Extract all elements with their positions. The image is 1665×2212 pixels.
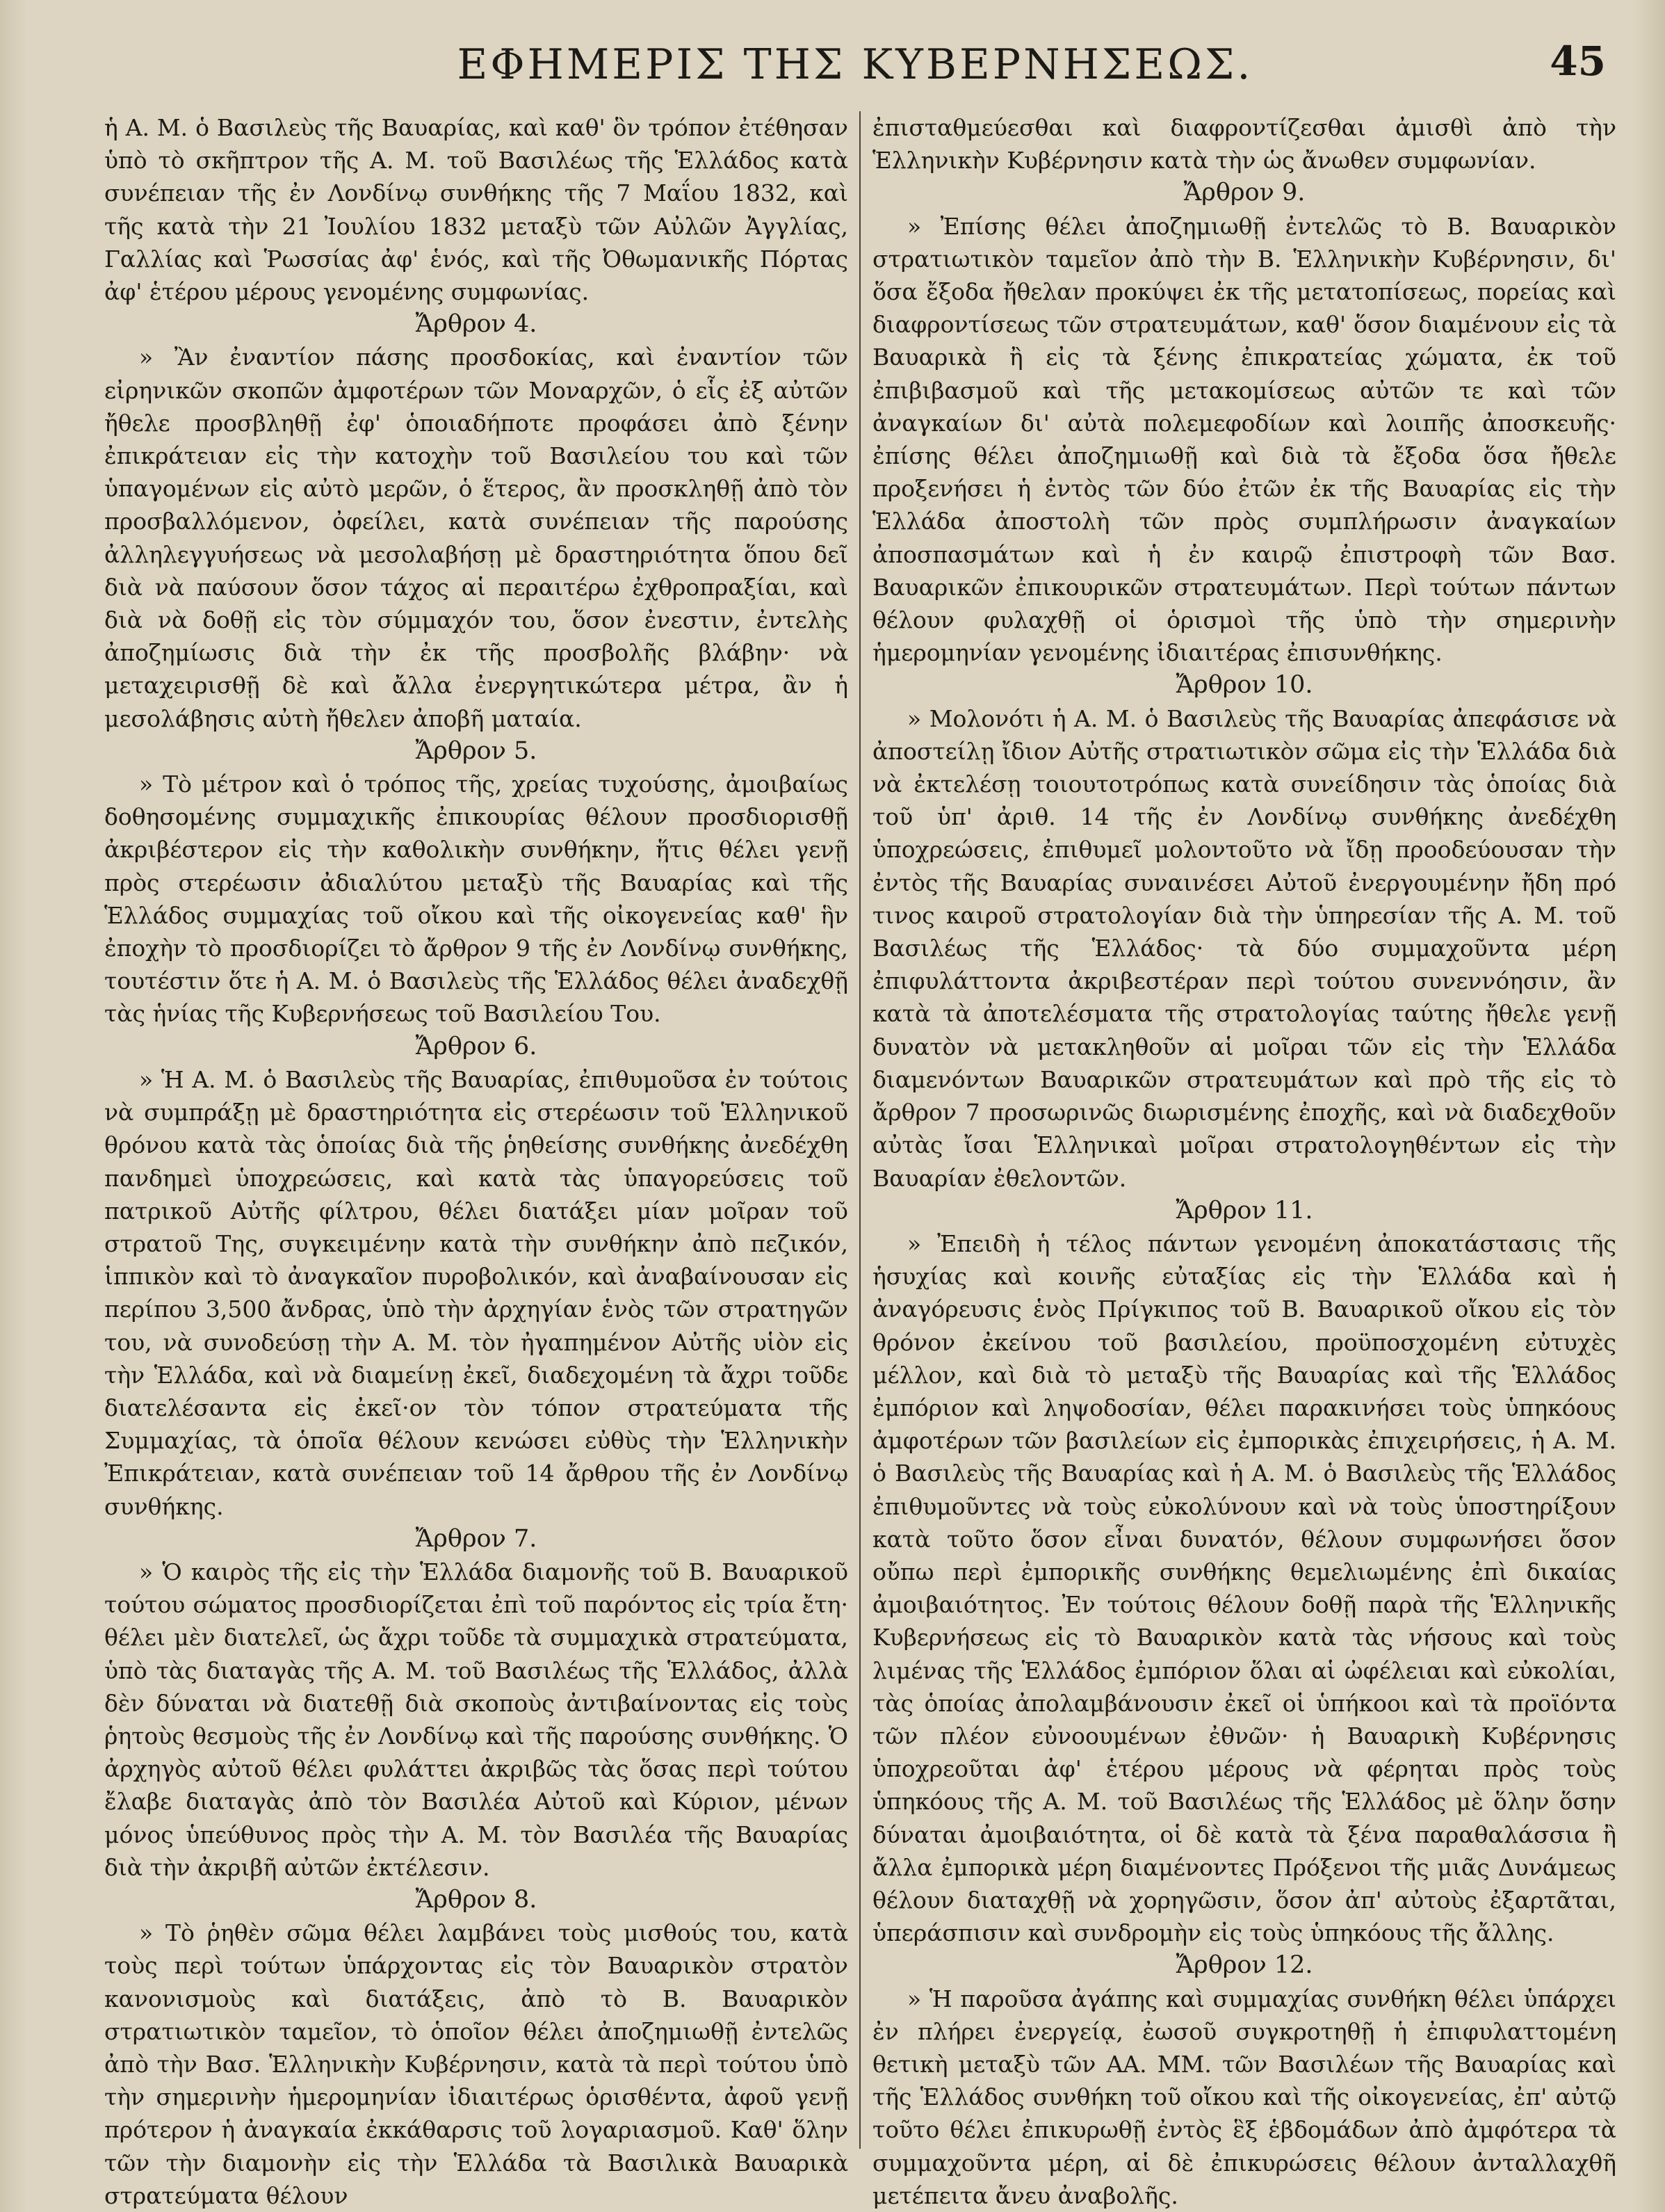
paragraph: » Ἡ παροῦσα ἀγάπης καὶ συμμαχίας συνθήκη θέλει ὑπάρχει ἐν πλήρει ἐνεργείᾳ, ἐωσοῦ συγκροτηθῇ ἡ ἐπιφυλαττομένη θετικὴ μεταξὺ τῶν ΑΑ. ΜΜ. τῶν Βασιλέων τῆς Βαυαρίας καὶ τῆς Ἑλλάδος συνθήκη τοῦ οἴκου καὶ τῆς οἰκογενείας, ἐπ' αὐτῷ τοῦτο θέλει ἐπικυρωθῇ ἐντὸς ἓξ ἑβδομάδων ἀπὸ ἀμφότερα τὰ συμμαχοῦντα μέρη, αἱ δὲ ἐπικυρώσεις θέλουν ἀνταλλαχθῆ μετέπειτα ἄνευ ἀναβολῆς.: [872, 1985, 1616, 2209]
article-heading: Ἄρθρον 8.: [415, 1885, 537, 1914]
article-heading: Ἄρθρον 7.: [415, 1524, 537, 1553]
article-heading: Ἄρθρον 11.: [1176, 1196, 1313, 1225]
paragraph: » Ἐπειδὴ ἡ τέλος πάντων γενομένη ἀποκατάστασις τῆς ἡσυχίας καὶ κοινῆς εὐταξίας εἰς τὴν Ἑλλάδα καὶ ἡ ἀναγόρευσις ἑνὸς Πρίγκιπος τοῦ Β. Βαυαρικοῦ οἴκου εἰς τὸν θρόνον ἐκείνου τοῦ βασιλείου, προϋποσχομένη εὐτυχὲς μέλλον, καὶ διὰ τὸ μεταξὺ τῆς Βαυαρίας καὶ τῆς Ἑλλάδος ἐμπόριον καὶ ληψοδοσίαν, θέλει παρακινήσει τοὺς ὑπηκόους ἀμφοτέρων τῶν βασιλείων εἰς ἐμπορικὰς ἐπιχειρήσεις, ἡ Α. Μ. ὁ Βασιλεὺς τῆς Βαυαρίας καὶ ἡ Α. Μ. ὁ Βασιλεὺς τῆς Ἑλλάδος ἐπιθυμοῦντες νὰ τοὺς εὐκολύνουν καὶ νὰ τοὺς ὑποστηρίξουν κατὰ τοῦτο ὅσον εἶναι δυνατόν, θέλουν συμφωνήσει ὅσον οὔπω περὶ ἐμπορικῆς συνθήκης θεμελιωμένης ἐπὶ δικαίας ἀμοιβαιότητος. Ἐν τούτοις θέλουν δοθῇ παρὰ τῆς Ἑλληνικῆς Κυβερνήσεως εἰς τὸ Βαυαρικὸν κατὰ τὰς νήσους καὶ τοὺς λιμένας τῆς Ἑλλάδος ἐμπόριον ὅλαι αἱ ὠφέλειαι καὶ εὐκολίαι, τὰς ὁποίας ἀπολαμβάνουσιν ἐκεῖ οἱ ὑπήκοοι καὶ τὰ προϊόντα τῶν πλέον εὐνοουμένων ἐθνῶν· ἡ Βαυαρικὴ Κυβέρνησις ὑποχρεοῦται ἀφ' ἑτέρου μέρους νὰ φέρηται πρὸς τοὺς ὑπηκόους τῆς Α. Μ. τοῦ Βασιλέως τῆς Ἑλλάδος μὲ ὅλην ὅσην δύναται ἀμοιβαιότητα, οἱ δὲ κατὰ τὰ ξένα παραθαλάσσια ἢ ἄλλα ἐμπορικὰ μέρη διαμένοντες Πρόξενοι τῆς μιᾶς Δυνάμεως θέλουν διαταχθῇ νὰ χορηγῶσιν, ὅσον ἀπ' αὐτοὺς ἐξαρτᾶται, ὑπεράσπισιν καὶ συνδρομὴν εἰς τοὺς ὑπηκόους τῆς ἄλλης.: [872, 1229, 1616, 1947]
paragraph: » Ἡ Α. Μ. ὁ Βασιλεὺς τῆς Βαυαρίας, ἐπιθυμοῦσα ἐν τούτοις νὰ συμπράξῃ μὲ δραστηριότητα εἰς στερέωσιν τοῦ Ἑλληνικοῦ θρόνου κατὰ τὰς ὁποίας διὰ τῆς ῥηθείσης συνθήκης ἀνεδέχθη πανδημεὶ ὑποχρεώσεις, καὶ κατὰ τὰς ὑπαγορεύσεις τοῦ πατρικοῦ Αὐτῆς φίλτρου, θέλει διατάξει μίαν μοῖραν τοῦ στρατοῦ Της, συγκειμένην κατὰ τὴν συνθήκην ἀπὸ πεζικόν, ἱππικὸν καὶ τὸ ἀναγκαῖον πυροβολικόν, καὶ ἀναβαίνουσαν εἰς περίπου 3,500 ἄνδρας, ὑπὸ τὴν ἀρχηγίαν ἑνὸς τῶν στρατηγῶν του, νὰ συνοδεύσῃ τὴν Α. Μ. τὸν ἠγαπημένον Αὐτῆς υἱὸν εἰς τὴν Ἑλλάδα, καὶ νὰ διαμείνῃ ἐκεῖ, διαδεχομένη τὰ ἄχρι τοῦδε διατελέσαντα εἰς ἐκεῖ·ον τὸν τόπον στρατεύματα τῆς Συμμαχίας, τὰ ὁποῖα θέλουν κενώσει εὐθὺς τὴν Ἑλληνικὴν Ἐπικράτειαν, κατὰ συνέπειαν τοῦ 14 ἄρθρου τῆς ἐν Λονδίνῳ συνθήκης.: [104, 1065, 848, 1520]
article-heading: Ἄρθρον 10.: [1176, 671, 1313, 700]
article-heading: Ἄρθρον 9.: [1183, 179, 1306, 207]
paragraph: » Ὁ καιρὸς τῆς εἰς τὴν Ἑλλάδα διαμονῆς τοῦ Β. Βαυαρικοῦ τούτου σώματος προσδιορίζεται ἐπὶ τοῦ παρόντος εἰς τρία ἔτη· θέλει μὲν διατελεῖ, ὡς ἄχρι τοῦδε τὰ συμμαχικὰ στρατεύματα, ὑπὸ τὰς διαταγὰς τῆς Α. Μ. τοῦ Βασιλέως τῆς Ἑλλάδος, ἀλλὰ δὲν δύναται νὰ διατεθῇ διὰ σκοποὺς ἀντιβαίνοντας εἰς τοὺς ῥητοὺς θεσμοὺς τῆς ἐν Λονδίνῳ καὶ τῆς παρούσης συνθήκης. Ὁ ἀρχηγὸς αὐτοῦ θέλει φυλάττει ἀκριβῶς τὰς ὅσας περὶ τούτου ἔλαβε διαταγὰς ἀπὸ τὸν Βασιλέα Αὐτοῦ καὶ Κύριον, μένων μόνος ὑπεύθυνος πρὸς τὴν Α. Μ. τὸν Βασιλέα τῆς Βαυαρίας διὰ τὴν ἀκριβῆ αὐτῶν ἐκτέλεσιν.: [104, 1558, 848, 1881]
article-heading: Ἄρθρον 6.: [415, 1032, 537, 1060]
paragraph: ἐπισταθμεύεσθαι καὶ διαφροντίζεσθαι ἀμισθὶ ἀπὸ τὴν Ἑλληνικὴν Κυβέρνησιν κατὰ τὴν ὡς ἄνωθεν συμφωνίαν.: [872, 114, 1616, 175]
paragraph: » Μολονότι ἡ Α. Μ. ὁ Βασιλεὺς τῆς Βαυαρίας ἀπεφάσισε νὰ ἀποστείλῃ ἴδιον Αὐτῆς στρατιωτικὸν σῶμα εἰς τὴν Ἑλλάδα διὰ νὰ ἐκτελέσῃ τοιουτοτρόπως κατὰ συνείδησιν τὰς ὁποίας διὰ τοῦ ὑπ' ἀριθ. 14 τῆς ἐν Λονδίνῳ συνθήκης ἀνεδέχθη ὑποχρεώσεις, ἐπιθυμεῖ μολοντοῦτο νὰ ἴδῃ προοδεύουσαν τὴν ἐντὸς τῆς Βαυαρίας συναινέσει Αὐτοῦ ἐνεργουμένην ἤδη πρό τινος καιροῦ στρατολογίαν διὰ τὴν ὑπηρεσίαν τῆς Α. Μ. τοῦ Βασιλέως τῆς Ἑλλάδος· τὰ δύο συμμαχοῦντα μέρη ἐπιφυλάττοντα ἀκριβεστέραν περὶ τούτου συνεννόησιν, ἂν κατὰ τὰ ἀποτελέσματα τῆς στρατολογίας ταύτης ἤθελε γενῇ δυνατὸν νὰ μετακληθοῦν αἱ μοῖραι τῶν εἰς τὴν Ἑλλάδα διαμενόντων Βαυαρικῶν στρατευμάτων καὶ πρὸ τῆς εἰς τὸ ἄρθρον 7 προσωρινῶς διωρισμένης ἐποχῆς, καὶ νὰ διαδεχθοῦν αὐτὰς ἴσαι Ἑλληνικαὶ μοῖραι στρατολογηθέντων εἰς τὴν Βαυαρίαν ἐθελοντῶν.: [872, 704, 1616, 1192]
paragraph: » Τὸ μέτρον καὶ ὁ τρόπος τῆς, χρείας τυχούσης, ἀμοιβαίως δοθησομένης συμμαχικῆς ἐπικουρίας θέλουν προσδιορισθῇ ἀκριβέστερον εἰς τὴν καθολικὴν συνθήκην, ἥτις θέλει γενῇ πρὸς στερέωσιν ἀδιαλύτου μεταξὺ τῆς Βαυαρίας καὶ τῆς Ἑλλάδος συμμαχίας τοῦ οἴκου καὶ τῆς οἰκογενείας καθ' ἣν ἐποχὴν τὸ προσδιορίζει τὸ ἄρθρον 9 τῆς ἐν Λονδίνῳ συνθήκης, τουτέστιν ὅτε ἡ Α. Μ. ὁ Βασιλεὺς τῆς Ἑλλάδος θέλει ἀναδεχθῇ τὰς ἡνίας τῆς Κυβερνήσεως τοῦ Βασιλείου Του.: [104, 770, 848, 1028]
paragraph: » Τὸ ῥηθὲν σῶμα θέλει λαμβάνει τοὺς μισθούς του, κατὰ τοὺς περὶ τούτων ὑπάρχοντας εἰς τὸν Βαυαρικὸν στρατὸν κανονισμοὺς καὶ διατάξεις, ἀπὸ τὸ Β. Βαυαρικὸν στρατιωτικὸν ταμεῖον, τὸ ὁποῖον θέλει ἀποζημιωθῇ ἐντελῶς ἀπὸ τὴν Βασ. Ἑλληνικὴν Κυβέρνησιν, κατὰ τὰ περὶ τούτου ὑπὸ τὴν σημερινὴν ἡμερομηνίαν ἰδιαιτέρως ὁρισθέντα, ἀφοῦ γενῇ πρότερον ἡ ἀναγκαία ἐκκάθαρσις τοῦ λογαριασμοῦ. Καθ' ὅλην τῶν τὴν διαμονὴν εἰς τὴν Ἑλλάδα τὰ Βασιλικὰ Βαυαρικὰ στρατεύματα θέλουν: [104, 1919, 848, 2209]
column-divider: [859, 111, 861, 2149]
article-heading: Ἄρθρον 12.: [1176, 1951, 1313, 1980]
right-column: [872, 111, 1616, 2212]
paragraph: » Ἐπίσης θέλει ἀποζημιωθῇ ἐντελῶς τὸ Β. Βαυαρικὸν στρατιωτικὸν ταμεῖον ἀπὸ τὴν Β. Ἑλληνικὴν Κυβέρνησιν, δι' ὅσα ἔξοδα ἤθελαν προκύψει ἐκ τῆς μετατοπίσεως, πορείας καὶ διαφροντίσεως τῶν στρατευμάτων, καθ' ὅσον διαμένουν εἰς τὰ Βαυαρικὰ ἢ εἰς τὰ ξένης ἐπικρατείας χώματα, ἐκ τοῦ ἐπιβιβασμοῦ καὶ τῆς μετακομίσεως αὐτῶν τε καὶ τῶν ἀναγκαίων δι' αὐτὰ πολεμεφοδίων καὶ λοιπῆς ἀποσκευῆς· ἐπίσης θέλει ἀποζημιωθῇ καὶ διὰ τὰ ἔξοδα ὅσα ἤθελε προξενήσει ἡ ἐντὸς τῶν δύο ἐτῶν ἐκ τῆς Βαυαρίας εἰς τὴν Ἑλλάδα ἀποστολὴ τῶν πρὸς συμπλήρωσιν ἀναγκαίων ἀποσπασμάτων καὶ ἡ ἐν καιρῷ ἐπιστροφὴ τῶν Βασ. Βαυαρικῶν ἐπικουρικῶν στρατευμάτων. Περὶ τούτων πάντων θέλουν φυλαχθῇ οἱ ὁρισμοὶ τῆς ὑπὸ τὴν σημερινὴν ἡμερομηνίαν γενομένης ἰδιαιτέρας ἐπισυνθήκης.: [872, 212, 1616, 667]
paragraph: » Ἂν ἐναντίον πάσης προσδοκίας, καὶ ἐναντίον τῶν εἰρηνικῶν σκοπῶν ἀμφοτέρων τῶν Μοναρχῶν, ὁ εἷς ἐξ αὐτῶν ἤθελε προσβληθῇ ἐφ' ὁποιαδήποτε προφάσει ἀπὸ ξένην ἐπικράτειαν εἰς τὴν κατοχὴν τοῦ Βασιλείου του καὶ τῶν ὑπαγομένων εἰς αὐτὸ μερῶν, ὁ ἕτερος, ἂν προσκληθῇ ἀπὸ τὸν προσβαλλόμενον, ὀφείλει, κατὰ συνέπειαν τῆς παρούσης ἀλληλεγγυήσεως νὰ μεσολαβήσῃ μὲ δραστηριότητα ὅπου δεῖ διὰ νὰ παύσουν ὅσον τάχος αἱ περαιτέρω ἐχθροπραξίαι, καὶ διὰ νὰ δοθῇ εἰς τὸν σύμμαχόν του, ὅσον ἐνεστιν, ἐντελὴς ἀποζημίωσις διὰ τὴν ἐκ τῆς προσβολῆς βλάβην· νὰ μεταχειρισθῇ δὲ καὶ ἄλλα ἐνεργητικώτερα μέτρα, ἂν ἡ μεσολάβησις αὐτὴ ἤθελεν ἀποβῆ ματαία.: [104, 344, 848, 732]
article-heading: Ἄρθρον 4.: [415, 310, 537, 339]
page-number: 45: [1550, 38, 1606, 85]
paragraph: ἡ Α. Μ. ὁ Βασιλεὺς τῆς Βαυαρίας, καὶ καθ' ὃν τρόπον ἐτέθησαν ὑπὸ τὸ σκῆπτρον τῆς Α. Μ. τοῦ Βασιλέως τῆς Ἑλλάδος κατὰ συνέπειαν τῆς ἐν Λονδίνῳ συνθήκης τῆς 7 Μαΐου 1832, καὶ τῆς κατὰ τὴν 21 Ἰουλίου 1832 μεταξὺ τῶν Αὐλῶν Ἀγγλίας, Γαλλίας καὶ Ῥωσσίας ἀφ' ἑνός, καὶ τῆς Ὀθωμανικῆς Πόρτας ἀφ' ἑτέρου μέρους γενομένης συμφωνίας.: [104, 114, 848, 306]
left-column: [104, 111, 848, 2212]
page-title: ΕΦΗΜΕΡΙΣ ΤΗΣ ΚΥΒΕΡΝΗΣΕΩΣ.: [457, 40, 1253, 89]
article-heading: Ἄρθρον 5.: [415, 736, 537, 765]
page-header: [104, 33, 1606, 96]
